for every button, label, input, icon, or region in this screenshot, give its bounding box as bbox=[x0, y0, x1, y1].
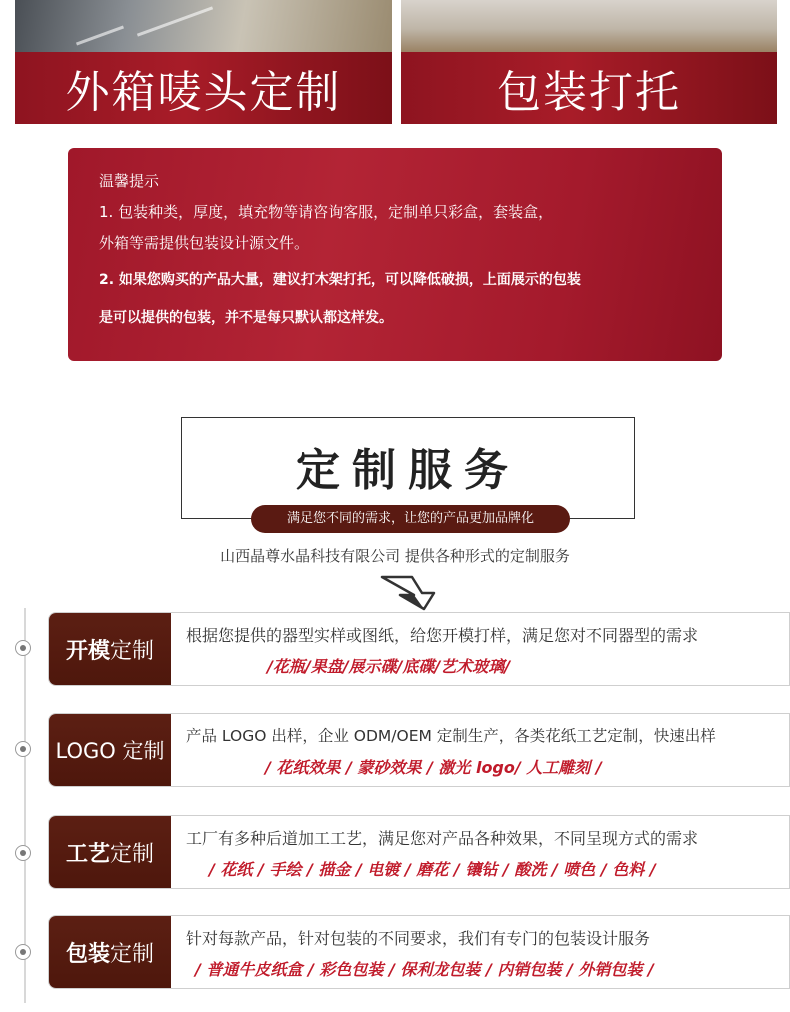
tip-box bbox=[68, 148, 722, 361]
service-row-craft bbox=[48, 815, 790, 889]
warehouse-photo bbox=[15, 0, 392, 52]
arrow-down-icon bbox=[378, 573, 448, 611]
service-tags: /花瓶/果盘/展示碟/底碟/艺术玻璃/ bbox=[267, 657, 511, 676]
service-row-packaging bbox=[48, 915, 790, 989]
service-tags: / 花纸 / 手绘 / 描金 / 电镀 / 磨花 / 镶钻 / 酸洗 / 喷色 / 色料 / bbox=[209, 860, 656, 879]
service-label: 包装 定制 bbox=[49, 916, 171, 988]
service-tags: / 花纸效果 / 蒙砂效果 / 激光 logo/ 人工雕刻 / bbox=[265, 758, 602, 777]
service-label: 工艺 定制 bbox=[49, 816, 171, 888]
tip-title: 温馨提示 bbox=[99, 172, 160, 190]
service-description: 根据您提供的器型实样或图纸，给您开模打样，满足您对不同器型的需求 bbox=[186, 626, 699, 645]
service-label: LOGO 定制 bbox=[49, 714, 171, 786]
section-title: 定制服务 bbox=[296, 445, 520, 496]
service-description: 产品 LOGO 出样，企业 ODM/OEM 定制生产，各类花纸工艺定制，快速出样 bbox=[186, 727, 716, 745]
pallet-photo bbox=[401, 0, 777, 52]
banner-caption-bar bbox=[15, 52, 392, 124]
timeline-dot bbox=[15, 845, 31, 861]
tip-line-3: 2. 如果您购买的产品大量，建议打木架打托，可以降低破损，上面展示的包装 bbox=[99, 272, 581, 288]
banner-title: 包装打托 bbox=[497, 67, 681, 118]
banner-title: 外箱唛头定制 bbox=[65, 67, 342, 118]
timeline-dot bbox=[15, 741, 31, 757]
service-row-logo bbox=[48, 713, 790, 787]
banner-carton-marking bbox=[15, 0, 392, 124]
tip-line-2: 外箱等需提供包装设计源文件。 bbox=[99, 234, 310, 252]
timeline-dot bbox=[15, 640, 31, 656]
section-heading-frame bbox=[181, 417, 635, 519]
section-subtitle-pill: 满足您不同的需求，让您的产品更加品牌化 bbox=[251, 505, 570, 533]
tip-line-4: 是可以提供的包装，并不是每只默认都这样发。 bbox=[99, 310, 393, 326]
company-line: 山西晶尊水晶科技有限公司 提供各种形式的定制服务 bbox=[220, 547, 570, 565]
banner-caption-bar bbox=[401, 52, 777, 124]
timeline-dot bbox=[15, 944, 31, 960]
service-description: 针对每款产品，针对包装的不同要求，我们有专门的包装设计服务 bbox=[186, 929, 651, 948]
tip-line-1: 1. 包装种类，厚度，填充物等请咨询客服，定制单只彩盒，套装盒， bbox=[99, 203, 554, 221]
service-row-mold bbox=[48, 612, 790, 686]
service-tags: / 普通牛皮纸盒 / 彩色包装 / 保利龙包装 / 内销包装 / 外销包装 / bbox=[195, 960, 654, 979]
banner-palletizing bbox=[401, 0, 777, 124]
service-description: 工厂有多种后道加工工艺，满足您对产品各种效果，不同呈现方式的需求 bbox=[186, 829, 699, 848]
service-label: 开模 定制 bbox=[49, 613, 171, 685]
